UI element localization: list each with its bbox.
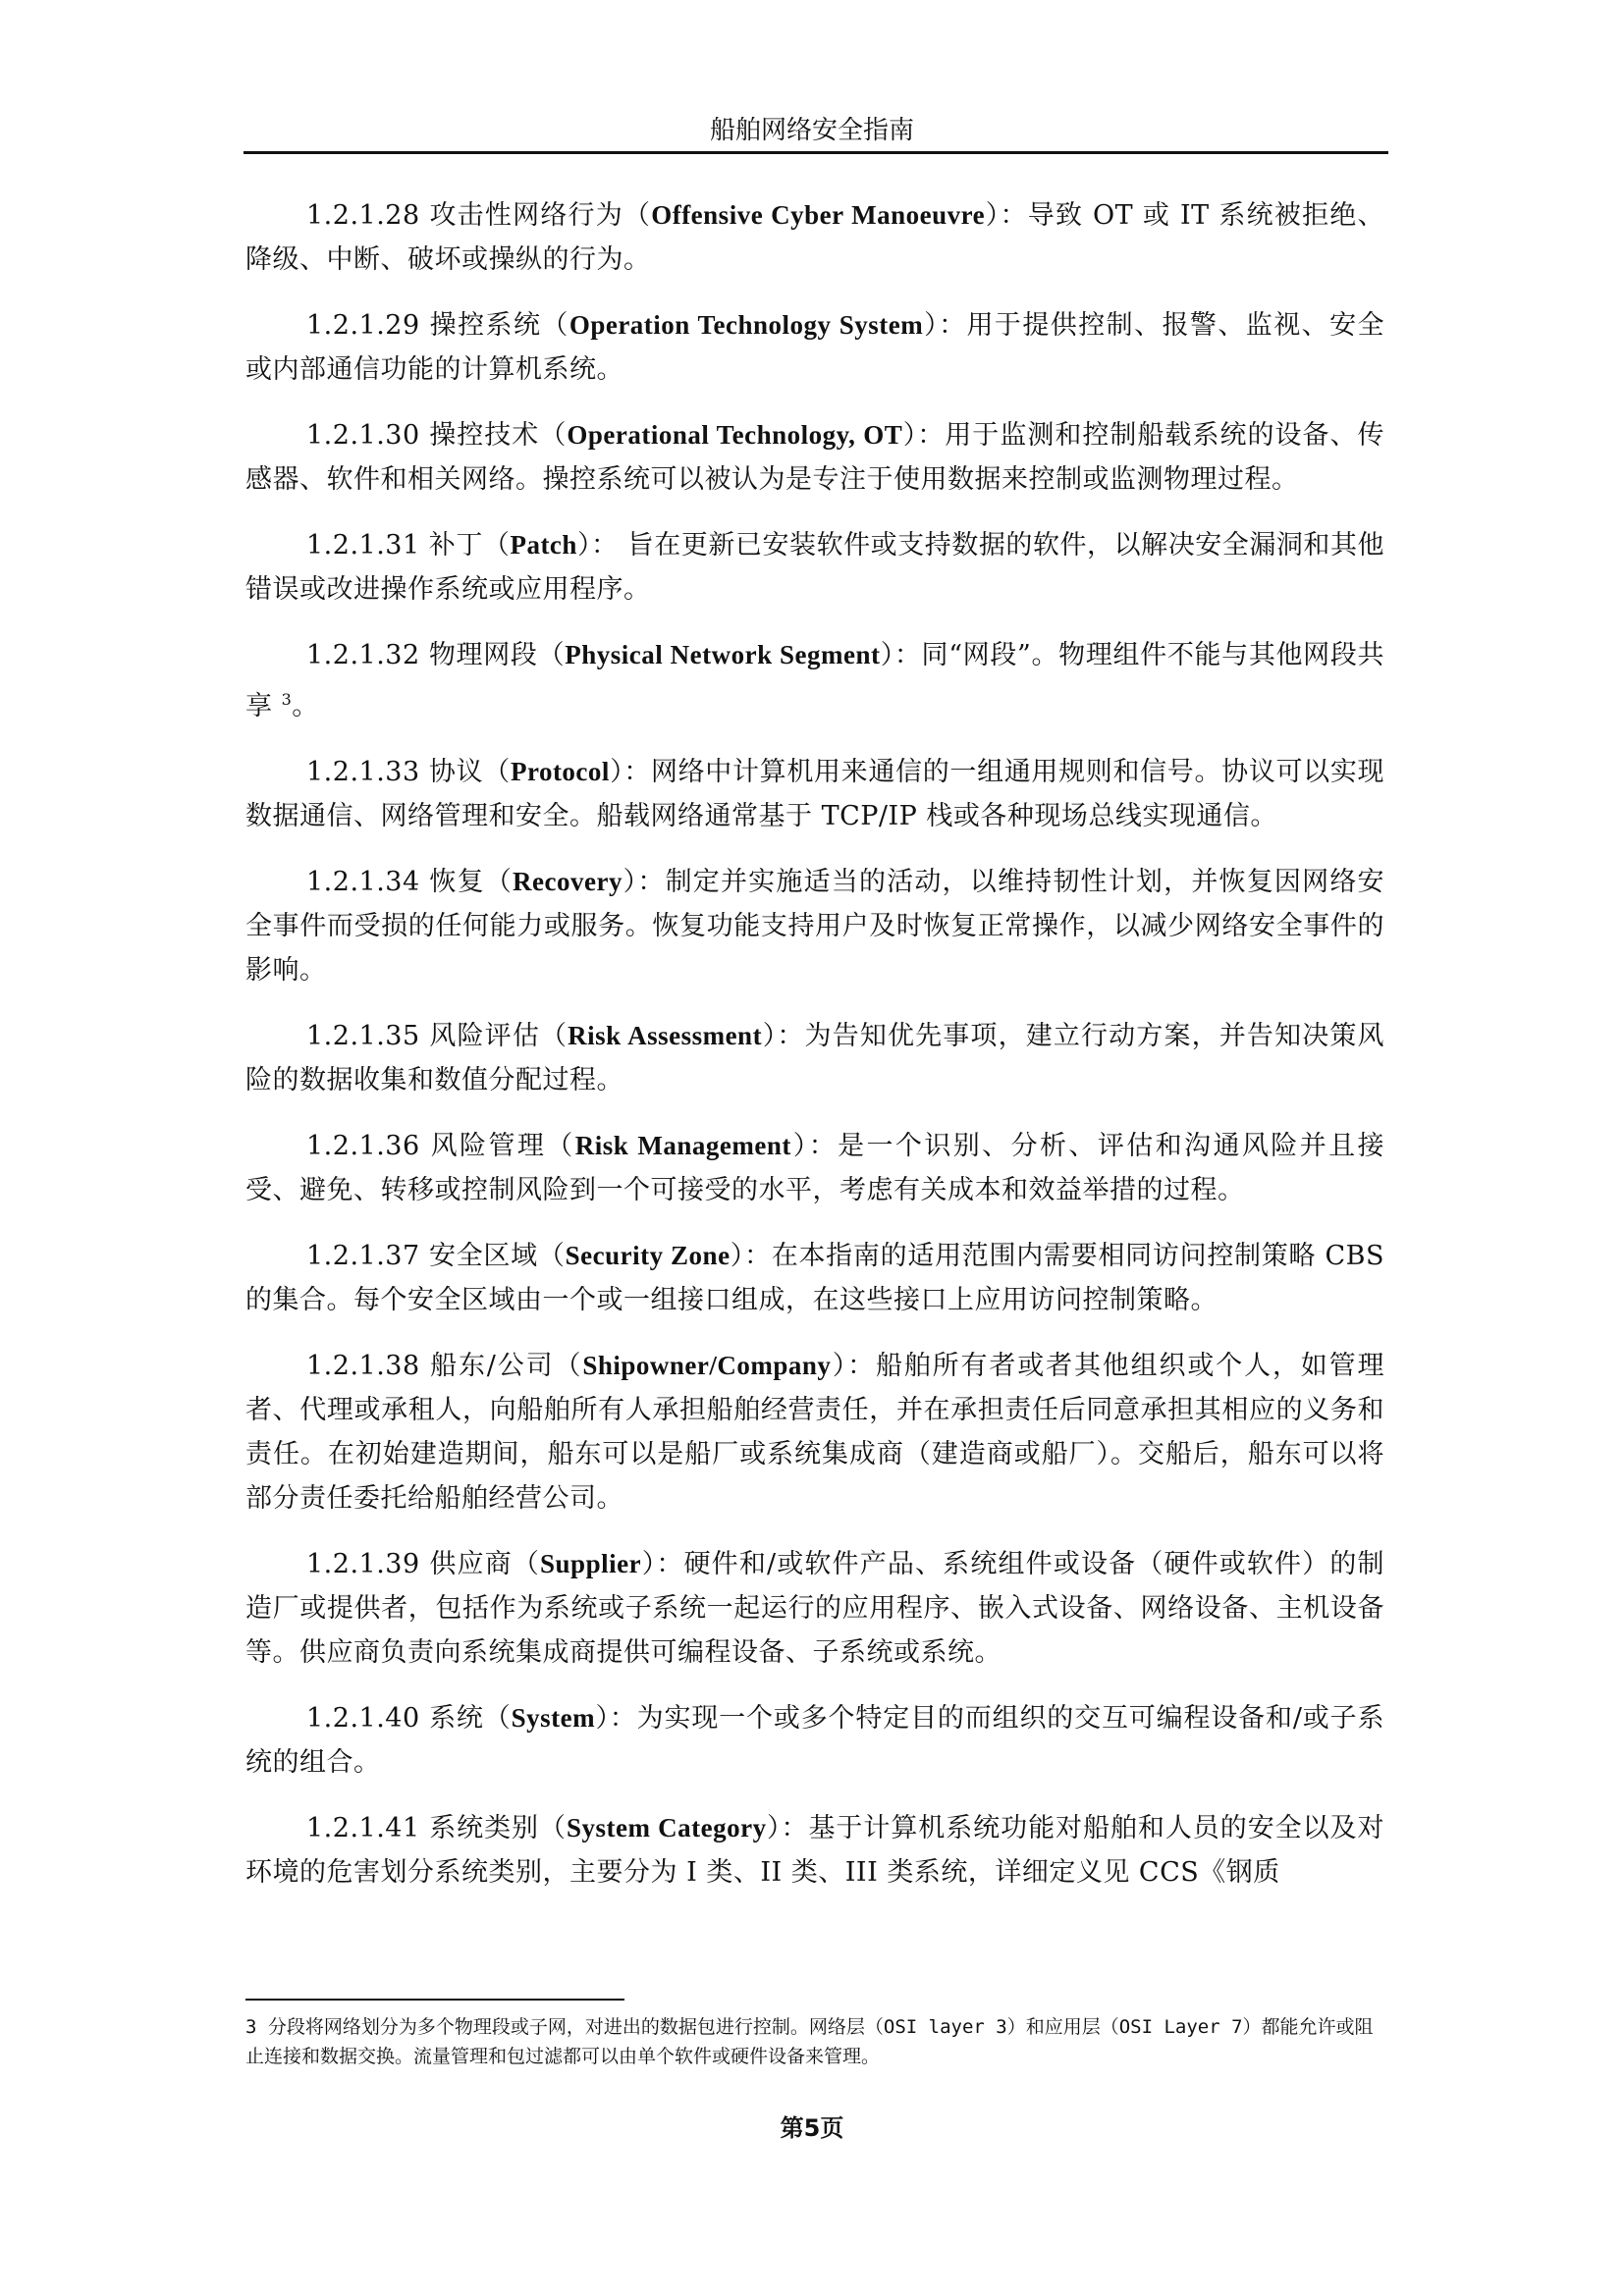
header-divider [244, 151, 1388, 154]
footnote-divider [245, 1999, 624, 2001]
definition-entry: 1.2.1.29 操控系统（Operation Technology System）：用于提供控制、报警、监视、安全或内部通信功能的计算机系统。 [245, 310, 1385, 385]
definition-entry: 1.2.1.33 协议（Protocol）：网络中计算机用来通信的一组通用规则和信号。协议可以实现数据通信、网络管理和安全。船载网络通常基于 TCP/IP 栈或各种现场总线实现通信。 [245, 757, 1385, 831]
document-body [245, 193, 1384, 1916]
definition-entry: 1.2.1.28 攻击性网络行为（Offensive Cyber Manoeuvre）：导致 OT 或 IT 系统被拒绝、降级、中断、破坏或操纵的行为。 [245, 200, 1385, 275]
definition-entry: 1.2.1.31 补丁（Patch）： 旨在更新已安装软件或支持数据的软件，以解决安全漏洞和其他错误或改进操作系统或应用程序。 [245, 530, 1385, 605]
definition-entry: 1.2.1.30 操控技术（Operational Technology, OT）：用于监测和控制船载系统的设备、传感器、软件和相关网络。操控系统可以被认为是专注于使用数据来控制或监测物理过程。 [245, 420, 1385, 495]
definition-entry: 1.2.1.34 恢复（Recovery）：制定并实施适当的活动，以维持韧性计划，并恢复因网络安全事件而受损的任何能力或服务。恢复功能支持用户及时恢复正常操作，以减少网络安全事件的影响。 [245, 867, 1385, 986]
definition-entry: 1.2.1.39 供应商（Supplier）：硬件和/或软件产品、系统组件或设备（硬件或软件）的制造厂或提供者，包括作为系统或子系统一起运行的应用程序、嵌入式设备、网络设备、主机设备等。供应商负责向系统集成商提供可编程设备、子系统或系统。 [245, 1549, 1384, 1668]
definition-entry: 1.2.1.32 物理网段（Physical Network Segment）：同“网段”。物理组件不能与其他网段共享 $^3$。 [245, 640, 1384, 721]
definition-entry: 1.2.1.37 安全区域（Security Zone）：在本指南的适用范围内需要相同访问控制策略 CBS 的集合。每个安全区域由一个或一组接口组成，在这些接口上应用访问控制策略。 [245, 1241, 1385, 1315]
footnote: 3 分段将网络划分为多个物理段或子网，对进出的数据包进行控制。网络层（OSI layer 3）和应用层（OSI Layer 7）都能允许或阻止连接和数据交换。流量管理和包过滤都可以由单个软件或硬件设备来管理。 [245, 2016, 1374, 2067]
definition-entry: 1.2.1.35 风险评估（Risk Assessment）：为告知优先事项，建立行动方案，并告知决策风险的数据收集和数值分配过程。 [245, 1021, 1385, 1095]
definition-entry: 1.2.1.36 风险管理（Risk Management）：是一个识别、分析、评估和沟通风险并且接受、避免、转移或控制风险到一个可接受的水平，考虑有关成本和效益举措的过程。 [245, 1131, 1385, 1205]
definition-entry: 1.2.1.41 系统类别（System Category）：基于计算机系统功能对船舶和人员的安全以及对环境的危害划分系统类别，主要分为 I 类、II 类、III 类系统，详细定义见 CCS《钢质 [245, 1813, 1385, 1888]
running-header: 船舶网络安全指南 [709, 116, 914, 145]
footnote-ref[interactable]: 3 [281, 690, 293, 709]
definition-entry: 1.2.1.38 船东/公司（Shipowner/Company）：船舶所有者或者其他组织或个人，如管理者、代理或承租人，向船舶所有人承担船舶经营责任，并在承担责任后同意承担其相应的义务和责任。在初始建造期间，船东可以是船厂或系统集成商（建造商或船厂）。交船后，船东可以将部分责任委托给船舶经营公司。 [245, 1351, 1385, 1514]
page-number: 第5页 [780, 2114, 844, 2142]
definition-entry: 1.2.1.40 系统（System）：为实现一个或多个特定目的而组织的交互可编程设备和/或子系统的组合。 [245, 1703, 1384, 1778]
